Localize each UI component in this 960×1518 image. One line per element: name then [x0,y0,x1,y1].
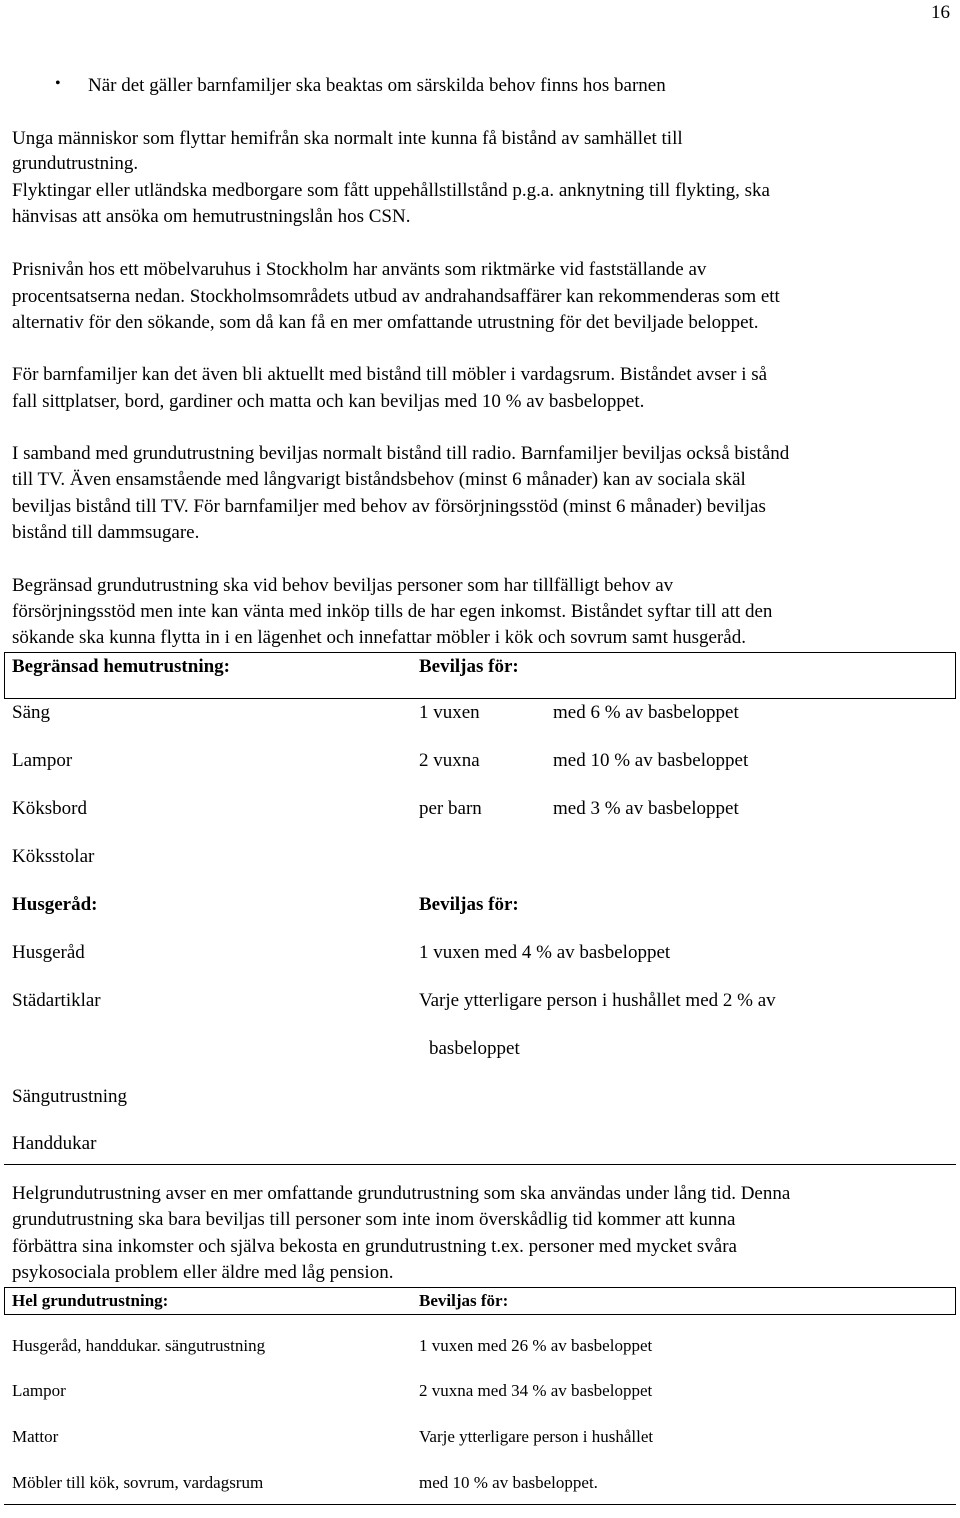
table2-bottom-rule [4,1504,956,1505]
table2-row-text: med 10 % av basbeloppet. [419,1473,598,1492]
table1-subrow-text: 1 vuxen med 4 % av basbeloppet [419,942,671,963]
table2-row-text: 1 vuxen med 26 % av basbeloppet [419,1336,653,1355]
paragraph-line: försörjningsstöd men inte kan vänta med inköp tills de har egen inkomst. Biståndet syftar till att den [12,601,773,622]
table1-row-item: Lampor [12,750,73,771]
table1-bottom-rule [4,1164,956,1165]
paragraph-line: För barnfamiljer kan det även bli aktuellt med bistånd till möbler i vardagsrum. Biståndet avser i så [12,364,768,385]
table1-header-left: Begränsad hemutrustning: [12,656,230,677]
bullet-item: När det gäller barnfamiljer ska beaktas om särskilda behov finns hos barnen [88,75,666,96]
table1-row-item: Köksstolar [12,846,95,867]
table1-subrow-text: basbeloppet [429,1038,520,1059]
table2-row-text: Varje ytterligare person i hushållet [419,1427,654,1446]
table1-row-who: per barn [419,798,482,819]
paragraph-line: bistånd till dammsugare. [12,522,200,543]
table1-row-rate: med 3 % av basbeloppet [553,798,739,819]
paragraph-line: I samband med grundutrustning beviljas normalt bistånd till radio. Barnfamiljer beviljas också bistånd [12,443,790,464]
paragraph-line: Flyktingar eller utländska medborgare som fått uppehållstillstånd p.g.a. anknytning till flykting, ska [12,180,770,201]
table1-row-who: 2 vuxna [419,750,480,771]
paragraph-line: förbättra sina inkomster och själva bekosta en grundutrustning t.ex. personer med mycket svåra [12,1236,737,1257]
paragraph-line: grundutrustning ska bara beviljas till personer som inte inom överskådlig tid kommer att kunna [12,1209,736,1230]
paragraph-line: beviljas bistånd till TV. För barnfamiljer med behov av försörjningsstöd (minst 6 månader) beviljas [12,496,766,517]
paragraph-line: till TV. Även ensamstående med långvarigt biståndsbehov (minst 6 månader) kan av sociala skäl [12,469,746,490]
table1-subrow-text: Varje ytterligare person i hushållet med 2 % av [419,990,776,1011]
paragraph-line: grundutrustning. [12,153,139,174]
table2-header-left: Hel grundutrustning: [12,1291,169,1310]
table1-row-item: Köksbord [12,798,87,819]
paragraph-line: Unga människor som flyttar hemifrån ska normalt inte kunna få bistånd av samhället till [12,128,683,149]
table1-subheader-left: Husgeråd: [12,894,98,915]
paragraph-line: alternativ för den sökande, som då kan få en mer omfattande utrustning för det beviljade beloppet. [12,312,759,333]
paragraph-line: Helgrundutrustning avser en mer omfattande grundutrustning som ska användas under lång tid. Denna [12,1183,791,1204]
paragraph-line: Begränsad grundutrustning ska vid behov beviljas personer som har tillfälligt behov av [12,575,674,596]
paragraph-line: Prisnivån hos ett möbelvaruhus i Stockholm har använts som riktmärke vid fastställande av [12,259,707,280]
table1-row-rate: med 6 % av basbeloppet [553,702,739,723]
paragraph-line: psykosociala problem eller äldre med låg pension. [12,1262,394,1283]
table2-row-item: Lampor [12,1381,66,1400]
table1-subheader-right: Beviljas för: [419,894,519,915]
table2-row-text: 2 vuxna med 34 % av basbeloppet [419,1381,653,1400]
table2-row-item: Möbler till kök, sovrum, vardagsrum [12,1473,264,1492]
table1-subrow-item: Husgeråd [12,942,85,963]
table1-header-right: Beviljas för: [419,656,519,677]
page-number: 16 [931,2,950,23]
paragraph-line: sökande ska kunna flytta in i en lägenhet och innefattar möbler i kök och sovrum samt husgeråd. [12,627,746,648]
table1-subrow-item: Städartiklar [12,990,101,1011]
table2-header-right: Beviljas för: [419,1291,509,1310]
table1-subrow-item: Handdukar [12,1133,97,1154]
table2-row-item: Mattor [12,1427,59,1446]
paragraph-line: procentsatserna nedan. Stockholmsområdets utbud av andrahandsaffärer kan rekommenderas som ett [12,286,780,307]
paragraph-line: hänvisas att ansöka om hemutrustningslån hos CSN. [12,206,411,227]
paragraph-line: fall sittplatser, bord, gardiner och matta och kan beviljas med 10 % av basbeloppet. [12,391,645,412]
table2-row-item: Husgeråd, handdukar. sängutrustning [12,1336,266,1355]
table1-subrow-item: Sängutrustning [12,1086,128,1107]
bullet-dot: • [55,75,61,92]
table1-row-item: Säng [12,702,50,723]
table1-row-who: 1 vuxen [419,702,480,723]
table1-row-rate: med 10 % av basbeloppet [553,750,749,771]
